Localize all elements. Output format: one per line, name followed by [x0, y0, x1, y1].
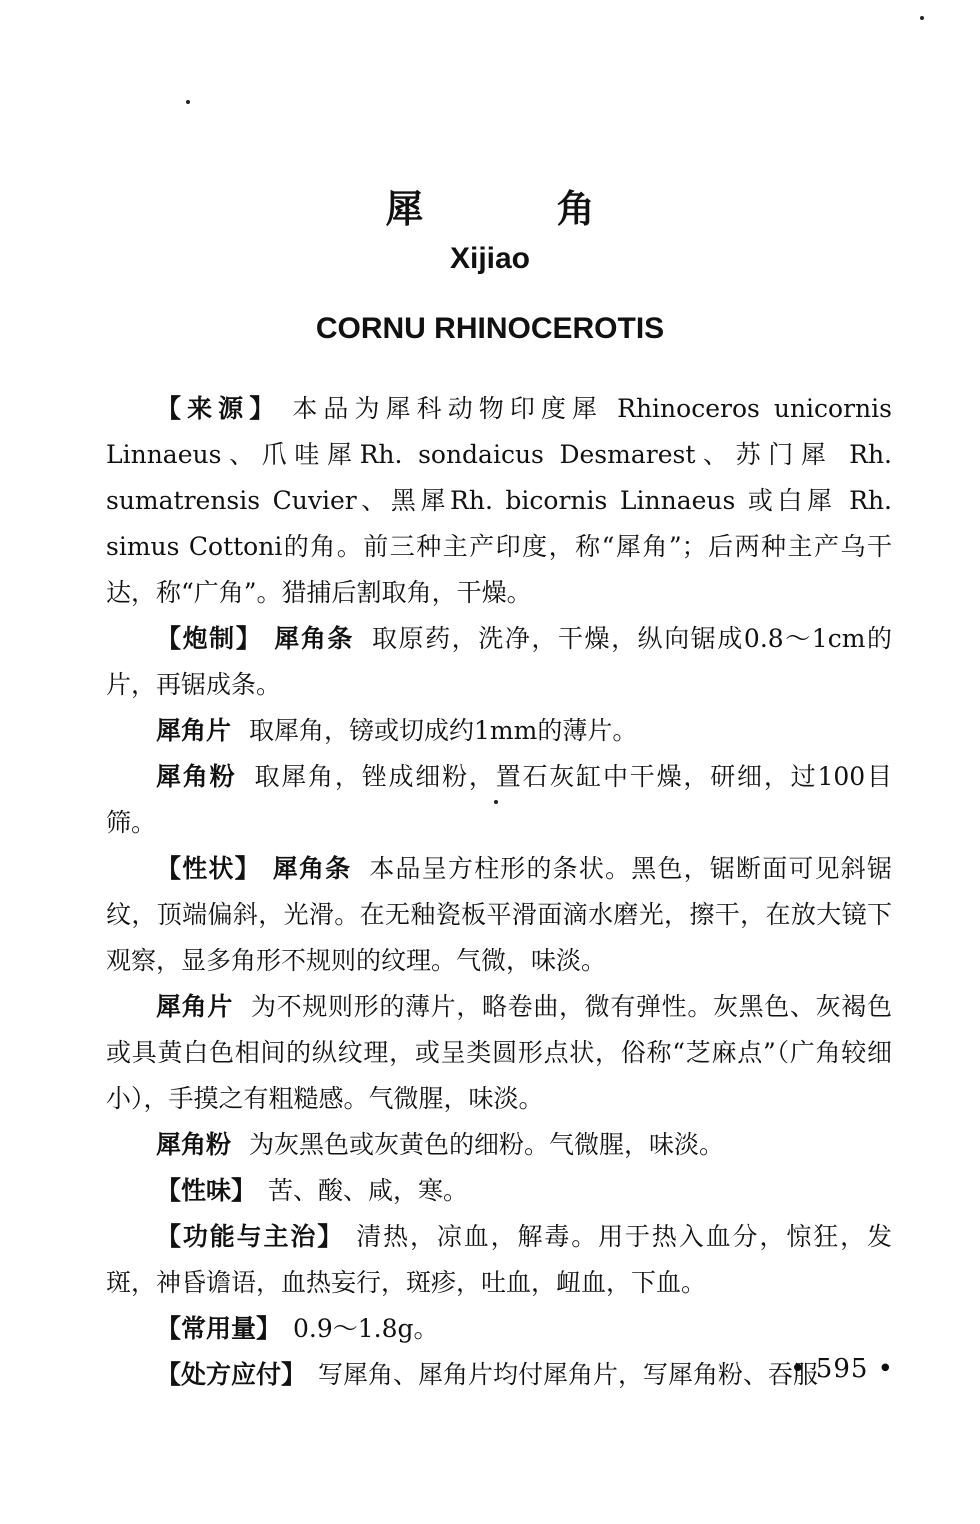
- source-paragraph: [106, 386, 892, 616]
- processing-text-strips: 取原药，洗净，干燥，纵向锯成0.8～1cm的片，再锯成条。: [106, 624, 892, 699]
- character-sub-slices: 犀角片: [156, 992, 233, 1021]
- processing-sub-powder: 犀角粉: [156, 762, 237, 791]
- dosage-paragraph: [106, 1306, 892, 1352]
- processing-text-slices: 取犀角，镑或切成约1mm的薄片。: [249, 716, 638, 745]
- dosage-text: 0.9～1.8g。: [293, 1314, 439, 1343]
- prescription-text: 写犀角、犀角片均付犀角片，写犀角粉、吞服: [318, 1360, 819, 1389]
- character-slices-paragraph: [106, 984, 892, 1122]
- function-tag: 【功能与主治】: [156, 1222, 345, 1251]
- character-sub-strips: 犀角条: [272, 854, 352, 883]
- dosage-tag: 【常用量】: [156, 1314, 282, 1343]
- page-number: • 595 •: [790, 1354, 894, 1384]
- prescription-paragraph: [106, 1352, 892, 1398]
- entry-latin-name: CORNU RHINOCEROTIS: [315, 312, 665, 345]
- character-text-strips: 本品呈方柱形的条状。黑色，锯断面可见斜锯纹，顶端偏斜，光滑。在无釉瓷板平滑面滴水磨光，擦干，在放大镜下观察，显多角形不规则的纹理。气微，味淡。: [106, 854, 892, 975]
- source-tag: 【来源】: [156, 394, 281, 423]
- processing-text-powder: 取犀角，锉成细粉，置石灰缸中干燥，研细，过100目筛。: [106, 762, 892, 837]
- processing-slices-paragraph: [106, 708, 892, 754]
- character-tag: 【性状】: [156, 854, 261, 883]
- nature-text: 苦、酸、咸，寒。: [268, 1176, 469, 1205]
- processing-sub-slices: 犀角片: [156, 716, 232, 745]
- function-text: 清热，凉血，解毒。用于热入血分，惊狂，发斑，神昏谵语，血热妄行，斑疹，吐血，衄血，下血。: [106, 1222, 892, 1297]
- character-sub-powder: 犀角粉: [156, 1130, 232, 1159]
- entry-pinyin: Xijiao: [449, 242, 531, 275]
- function-paragraph: [106, 1214, 892, 1306]
- nature-tag: 【性味】: [156, 1176, 257, 1205]
- character-text-powder: 为灰黑色或灰黄色的细粉。气微腥，味淡。: [249, 1130, 725, 1159]
- character-text-slices: 为不规则形的薄片，略卷曲，微有弹性。灰黑色、灰褐色或具黄白色相间的纵纹理，或呈类圆形点状，俗称“芝麻点”（广角较细小），手摸之有粗糙感。气微腥，味淡。: [106, 992, 892, 1113]
- processing-tag: 【炮制】: [156, 624, 263, 653]
- nature-paragraph: [106, 1168, 892, 1214]
- processing-paragraph: [106, 616, 892, 708]
- entry-body: [106, 386, 892, 1398]
- scan-speck: [186, 100, 190, 104]
- entry-title: 犀 角: [385, 187, 655, 231]
- processing-sub-strips: 犀角条: [274, 624, 354, 653]
- character-paragraph: [106, 846, 892, 984]
- source-text: 本品为犀科动物印度犀 Rhinoceros unicornis Linnaeus、爪哇犀Rh. sondaicus Desmarest、苏门犀 Rh. sumatrensis Cuvier、黑犀Rh. bicornis Linnaeus 或白犀 Rh. simus Cottoni的角。前三种主产印度，称“犀角”；后两种主产乌干达，称“广角”。猎捕后割取角，干燥。: [106, 394, 892, 607]
- character-powder-paragraph: [106, 1122, 892, 1168]
- processing-powder-paragraph: [106, 754, 892, 846]
- prescription-tag: 【处方应付】: [156, 1360, 307, 1389]
- scan-speck: [920, 16, 924, 20]
